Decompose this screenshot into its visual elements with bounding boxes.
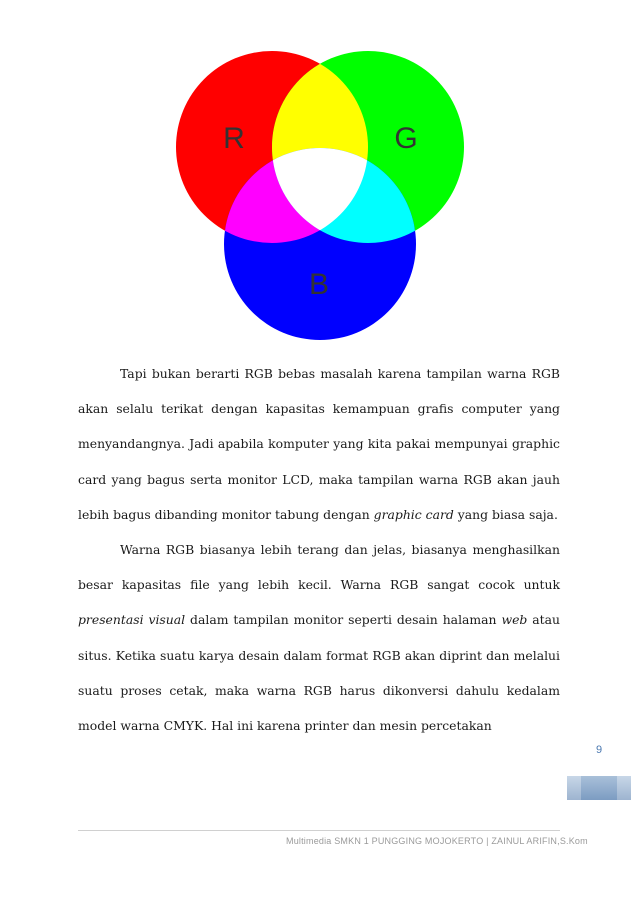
label-r: R	[223, 122, 245, 155]
page-number: 9	[596, 744, 603, 756]
italic-term: graphic card	[373, 506, 454, 522]
text-run: atau situs. Ketika suatu karya desain dalam format RGB akan diprint dan melalui suatu proses cetak, maka warna RGB harus dikonversi dahulu kedalam model warna CMYK. Hal ini karena printer dan mesin percetakan	[78, 612, 560, 734]
italic-term: presentasi visual	[78, 612, 186, 628]
footer-divider	[78, 830, 560, 831]
text-run: yang biasa saja.	[453, 506, 558, 522]
italic-term: web	[501, 612, 528, 628]
rgb-venn-diagram	[0, 0, 638, 350]
paragraph-1	[78, 356, 560, 532]
text-run: Warna RGB biasanya lebih terang dan jelas, biasanya menghasilkan besar kapasitas file yang lebih kecil. Warna RGB sangat cocok untuk	[78, 542, 560, 593]
footer-text: Multimedia SMKN 1 PUNGGING MOJOKERTO | ZAINUL ARIFIN,S.Kom	[286, 836, 588, 846]
text-run: Tapi bukan berarti RGB bebas masalah karena tampilan warna RGB akan selalu terikat dengan kapasitas kemampuan grafis computer yang menyandangnya. Jadi apabila komputer yang kita pakai mempunyai graphic card yang bagus serta monitor LCD, maka tampilan warna RGB akan jauh lebih bagus dibanding monitor tabung dengan	[78, 366, 560, 522]
body-text	[78, 356, 560, 743]
text-run: dalam tampilan monitor seperti desain halaman	[185, 612, 502, 628]
paragraph-2	[78, 532, 560, 743]
label-b: B	[308, 268, 330, 301]
label-g: G	[394, 122, 418, 155]
page-tab-decoration	[567, 776, 631, 800]
